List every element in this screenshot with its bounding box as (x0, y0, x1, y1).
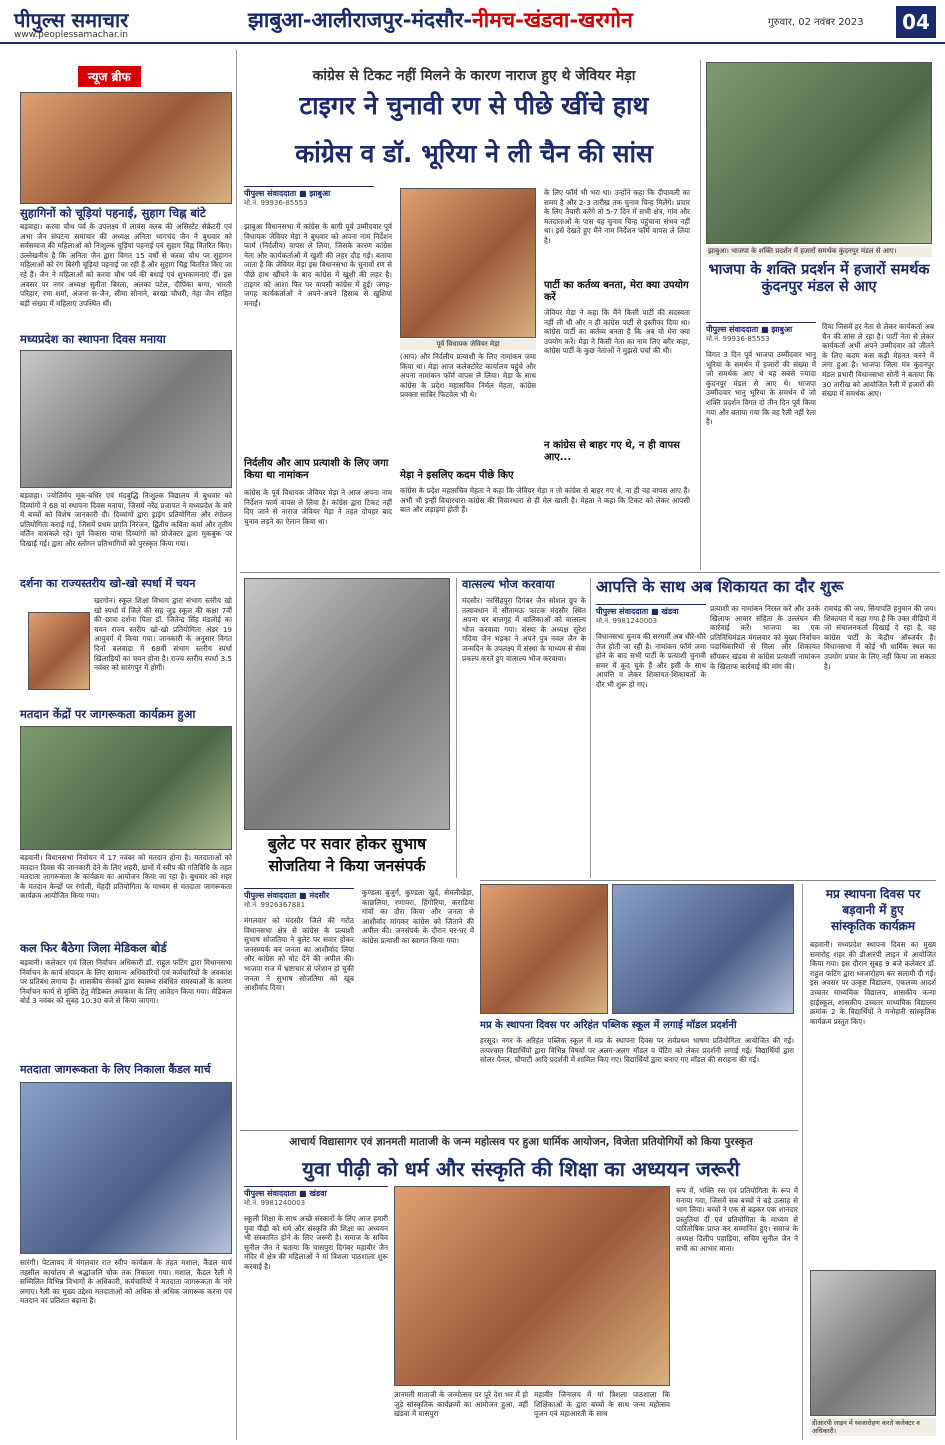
lead-body-col1: झाबुआ विधानसभा में कांग्रेस के बागी पूर्व उम्मीदवार पूर्व विधायक जेवियर मेड़ा ने बुधवार को अपना नाम निर्देशन फार्म (निर्दलीय) वापस ले लिया, जिसके कारण कांग्रेस नेता और कार्यकर्ताओं में खुशी की लहर दौड़ गई। बताया जाता है कि जेवियर मेड़ा इस विधानसभा के चुनावों रण से पीछे हाथ खींचने के बाद कांग्रेस में खुशी की लहर है। टाइगर को आशा फिर पर वापसी कांग्रेस में हुई। जगह-जगह कार्यकर्ताओं ने अपने-अपने हिसाब से खुशियां मनाईं। (244, 222, 392, 308)
school-body: हरसूद। नगर के अरिहंत पब्लिक स्कूल में मप्र के स्थापना दिवस पर सर्वप्रथम भाषण प्रतियोगिता आयोजित की गई। तत्पश्चात विद्यार्थियों द्वारा विभिन्न विषयों पर अलग-अलग मॉडल व पेंटिंग को लेकर प्रदर्शनी लगाई गई। विद्यार्थियों द्वारा सोलर पैनल, चौपाटी आदि प्रदर्शनी में शामिल किए गए। विद्यार्थियों द्वारा बनाए गए मॉडल की सराहना की गई। (480, 1036, 794, 1065)
story-body: बड़वाहा। करवा चौथ पर्व के उपलक्ष्य में लायंस क्लब की असिस्टेंट सेक्रेटरी एवं अभा जैन संघटना समाचार की अध्यक्ष अनिता भागचंद जैन ने बुधवार को सर्वसमाज की महिलाओं को निःशुल्क चूड़ियां पहनाई एवं सुहाग चिह्न वितरित किए। उल्लेखनीय है कि अनिता जैन द्वारा विगत 15 वर्षों से करवा चौथ पर सुहागन महिलाओं को रंग बिरंगी चूड़ियां पहनाई जा रही हैं और सुहाग चिह्न वितरित किए जा रहे हैं। जैन ने महिलाओं को करवा चौथ पर्व की बधाई एवं शुभकामनाएं दीं। इस अवसर पर नगर अध्यक्ष सुनीता बिरला, अलका पटेल, दीपिका बग्गा, भारती परिहार, रमा शर्मा, अंजना स-जैन, सीमा सोनाने, बरखा चौधरी, नेहा जैन सहित बड़ी संख्या में महिलाएं उपस्थित थीं। (20, 222, 232, 308)
bullet-byline (244, 888, 354, 910)
edition-title (248, 6, 633, 34)
complaint-body-col1: विधानसभा चुनाव की सरगर्मी अब धीरे-धीरे तेज होती जा रही है। नामांकन फॉर्म जमा होने के बाद सभी पार्टी के प्रत्याशी चुनावी समर में कूद चुके हैं और इसी के साथ आपत्ति व लेकर शिकायत-शिकायतों के दौर भी शुरू हो गए। (596, 632, 706, 689)
column-divider (802, 884, 803, 1440)
story-body: खरगोन। स्कूल शिक्षा विभाग द्वारा संभाग स्तरीय खो खो स्पर्धा में जिले की सह जुड़ स्कूल की कक्षा 7वीं की छात्रा दर्शना पिता डॉ. जितेन्द्र सिंह मंडलोई का चयन राज्य स्तरीय खो-खो प्रतियोगिता अंडर 19 आयुवर्ग में किया गया। जानकारी के अनुसार विगत दिनों बलवाड़ा में 68वीं संभाग स्तरीय स्पर्धा खिलाड़ियों का चयन होना है। राज्य स्तरीय स्पर्धा 3.5 नवंबर को सारंगपुर में होगी। (94, 596, 232, 673)
column-divider (700, 60, 701, 570)
story-body: बड़वाहा। ज्योतिर्मय मूक-बधिर एवं मंदबुद्धि निःशुल्क विद्यालय में बुधवार को दिव्यांगों ने 68 वां स्थापना दिवस मनाया, जिसमें नरेंद्र प्रजापत ने मध्यप्रदेश के बारे में बच्चों को विशेष जानकारी दी। दिव्यांगों द्वारा ड्राइंग प्रतियोगिता और रंगोलन प्रतियोगिता कराई गई, जिसमें प्रथम प्रगति निरंजन, द्वितीय कविता कर्मा और तृतीय वर्तिन वासकले रहे। पूर्व विकास यात्रा दिव्यांगों को प्रोजेक्टर द्वारा मूकबुक पर दिखाई गई। द्वारा और स्लोगन प्रतिभागियों को पुरस्कृत किया गया। (20, 491, 232, 548)
lead-kicker: कांग्रेस से टिकट नहीं मिलने के कारण नाराज हुए थे जेवियर मेड़ा (312, 68, 636, 84)
bottom-kicker: आचार्य विद्यासागर एवं ज्ञानमती माताजी के जन्म महोत्सव पर हुआ धार्मिक आयोजन, विजेता प्रतियोगियों को किया पुरस्कृत (289, 1136, 753, 1148)
bjp-byline (706, 322, 816, 344)
lead-body-col1b: कांग्रेस के पूर्व विधायक जेवियर मेड़ा ने आज अपना नाम निर्देशन फार्म वापस ले लिया है। कांग्रेस द्वारा टिकट नहीं दिए जाने से नाराज जेवियर मेड़ा ने तहत दोपहर बाद चुनाव लड़ने का ऐलान किया था। (244, 488, 392, 526)
bjp-body-col2: दिया जिसमें हर नेता से लेकर कार्यकर्ता अब चैन की सांस ले रहा है। पार्टी नेता से लेकर कार्यकर्ता अभी अपने उम्मीदवार को जीतने के लिए कदम कस कड़ी मेहनत करने में लगा हुआ है। भाजपा जिला मंत्र कुंदनपुर मंडल प्रभारी विधानसभा सोनी ने बताया कि 30 तारीख को आयोजित रैली में हजारों की संख्या में समर्थक आए। (822, 322, 934, 399)
issue-date: गुरुवार, 02 नवंबर 2023 (768, 17, 864, 28)
vatsalya-headline: वात्सल्य भोज करवाया (462, 577, 555, 591)
lead-subhead: मेड़ा ने इसलिए कदम पीछे किए (400, 470, 514, 481)
mp-day-body: बड़वानी। मध्यप्रदेश स्थापना दिवस का मुख्य समारोह शहर की डीआरपी लाइन में आयोजित किया गया। इस दौरान सुबह 9 बजे कलेक्टर डॉ. राहुल फटिंग द्वारा ध्वजारोहण कर सलामी दी गई। इस अवसर पर उत्कृष्ट विद्यालय, एकलव्य आदर्श उच्चतर माध्यमिक विद्यालय, शासकीय कन्या हाईस्कूल, शासकीय उच्चतर माध्यमिक विद्यालय क्रमांक 2 के विद्यार्थियों ने मनोहारी सांस्कृतिक कार्यक्रम प्रस्तुत किए। (810, 940, 936, 1026)
bottom-photo-caption: ज्ञानमती माताजी के जन्मोत्सव पर पूरे देश भर में हो जुड़े सांस्कृतिक कार्यक्रमों का आयोजन हुआ, वहीं खंडवा में घासपुरा (394, 1390, 528, 1419)
photo-caption: पूर्व विधायक जेवियर मेड़ा (400, 339, 536, 350)
lead-subhead: निर्दलीय और आप प्रत्याशी के लिए जगा किया था नामांकन (244, 458, 389, 481)
section-divider (240, 572, 940, 573)
foundation-day-photo (20, 350, 232, 488)
story-headline: कल फिर बैठेगा जिला मेडिकल बोर्ड (20, 941, 167, 955)
mp-day-headline-line3: सांस्कृतिक कार्यक्रम (830, 919, 916, 933)
vatsalya-body: मंदसौर। नरसिंहपुरा दिगंबर जैन सोशल ग्रुप के तत्वावधान में सीतामऊ फाटक मंदसौर स्थित अपना घर बालगृह में बालिकाओं को वात्सल्य भोज करवाया गया। संस्था के अध्यक्ष सुरेश गदिया जैन भड़का ने अपने पुत्र नवल जैन के जन्मदिन के उपलक्ष्य में संस्था के माध्यम से सेवा प्रकल्प करते हुए वात्सल्य भोज करवाया। (462, 596, 586, 663)
section-divider (240, 1130, 798, 1131)
javier-meda-photo (400, 188, 536, 338)
website-url[interactable]: www.peoplessamachar.in (14, 30, 128, 40)
school-headline: मप्र के स्थापना दिवस पर अरिहंत पब्लिक स्कूल में लगाई मॉडल प्रदर्शनी (480, 1020, 737, 1031)
lead-body-col2: (आप) और निर्दलीय प्रत्याशी के लिए नामांकन जमा किया था। मेड़ा आज कलेक्टोरेट कार्यालय पहुंचे और अपना नामांकन फॉर्म वापस ले लिया। मेड़ा के साथ कांग्रेस के प्रदेश महासचिव निर्मल मेहता, कांग्रेस प्रवक्ता साबिर फिटवेल भी थे। (400, 352, 536, 400)
bottom-headline: युवा पीढ़ी को धर्म और संस्कृति की शिक्षा का अध्ययन जरूरी (302, 1157, 740, 1181)
bullet-headline-line1: बुलेट पर सवार होकर सुभाष (267, 835, 427, 853)
bullet-body-col2: कुण्डला बुजुर्ग, कुण्डला खुर्द, सेमलीखेड़ा, काछलिया, रणायरा, हिंगोरिया, कराडिया गांवों का दौरा किया और जनता से आशीर्वाद मांगकर कांग्रेस को जिताने की अपील की। जनसंपर्क के दौरान घर-घर में कांग्रेस प्रत्याशी का स्वागत किया गया। (362, 888, 474, 945)
story-body: सारंगी। पेटलावद में मंगलवार रात स्वीप कार्यक्रम के तहत मशाल, कैंडल मार्च तहसील कार्यालय से श्रद्धांजलि चौक तक निकाला गया। मशाल, कैंडल रैली में सम्मिलित विभिन्न विभागों के अधिकारी, कर्मचारियों ने मतदाता जागरूकता के नारे लगाए। रैली का मुख्य उद्देश्य मतदाताओं को अधिक से अधिक जागरूक करना एवं मतदान का प्रतिशत बढ़ाना है। (20, 1258, 232, 1306)
byline-mobile: मो.नं. 99936-85553 (706, 335, 770, 343)
complaint-body-col3: रामचंद्र की जय, सियापति हनुमान की जय। शिकायत में कहा गया है कि उक्त वीडियो में जो संचालनकर्ता दिखाई दे रहा है, वह कांग्रेस पार्टी के केंद्रीय ऑब्जर्वर हैं। विधानसभा में कोई भी धार्मिक स्थल का उपयोग प्रचार के लिए नहीं किया जा सकता है। (824, 604, 936, 671)
byline-text: पीपुल्स संवाददाता ■ झाबुआ (244, 189, 331, 198)
bullet-body-col1: मंगलवार को मंदसौर जिले की गरोठ विधानसभा क्षेत्र से कांग्रेस के प्रत्याशी सुभाष सोजतिया ने बुलेट पर सवार होकर जनसम्पर्क कर जनता का आशीर्वाद लिया और कांग्रेस को वोट देने की अपील की। भाजपा राज में भ्रष्टाचार से परेशान हो चुकी जनता ने सुभाष सोजतिया को खूब आशीर्वाद दिया। (244, 916, 354, 993)
lead-byline (244, 186, 374, 208)
jain-program-photo (394, 1186, 670, 1386)
story-headline: मतदाता जागरूकता के लिए निकाला कैंडल मार्च (20, 1063, 211, 1076)
bottom-body-col2: महावीर जिनालय में मां त्रिशला पाठशाला कि शिक्षिकाओं के द्वारा बच्चों के साथ जन्म महोत्सव पूजन एवं महाआरती के साथ (534, 1390, 670, 1419)
byline-mobile: मो.नं. 9981240003 (596, 617, 658, 625)
story-headline: मध्यप्रदेश का स्थापना दिवस मनाया (20, 332, 166, 346)
section-divider (480, 880, 936, 881)
lead-subhead: पार्टी का कर्तव्य बनता, मेरा क्या उपयोग करें (544, 280, 689, 303)
candle-march-photo (20, 1082, 232, 1254)
bangles-photo (20, 92, 232, 204)
edition-title-part2: नीमच-खंडवा-खरगोन (472, 8, 633, 32)
story-body: बड़वानी। विधानसभा निर्वाचन में 17 नवंबर को मतदान होना है। मतदाताओं को मतदान दिवस की जानकारी देने के लिए शहरी, ग्रामों में स्वीप की गतिविधि के तहत मतदाता जागरूकता के कार्यक्रम का आयोजन किया जा रहा है। बुधवार को शहर के मतदान केन्द्रों पर रंगोली, मेंहदी प्रतियोगिता के माध्यम से मतदाता जागरूकता कार्यक्रम आयोजित किया गया। (20, 853, 232, 901)
bjp-rally-photo (706, 62, 932, 244)
photo-caption: डीआरपी लाइन में ध्वजारोहण करते कलेक्टर व अधिकारी। (810, 1418, 936, 1436)
photo-caption: झाबुआ। भाजपा के शक्ति प्रदर्शन में हजारों समर्थक कुंदनपुर मंडल से आए। (706, 246, 932, 257)
byline-mobile: मो.नं. 9926367881 (244, 901, 306, 909)
column-divider (456, 578, 457, 878)
story-body: बड़वानी। कलेक्टर एवं जिला निर्वाचन अधिकारी डॉ. राहुल फटिंग द्वारा विधानसभा निर्वाचन के कार्य संपादन के लिए सामान्य अधिकारियों एवं कर्मचारियों के अवकाश पर प्रतिबंध लगाया है। शासकीय सेवकों द्वारा स्वास्थ्य संबंधित समस्याओं के कारण निर्वाचन कार्य से मुक्ति हेतु मेडिकल अवकाश के लिए आवेदन किया गया। मेडिकल बोर्ड 3 नवंबर को सुबह 10.30 बजे से किया जाएगा। (20, 958, 232, 1006)
byline-mobile: मो.नं. 9981240003 (244, 1199, 306, 1207)
bottom-body-col3: रूप में, भक्ति रस एवं प्रतियोगिता के रूप में मनाया गया, जिसमें सब बच्चों ने बड़े उत्साह से भाग लिया। बच्चों ने एक से बढ़कर एक शानदार प्रस्तुतियां दीं एवं प्रतियोगिता के माध्यम से पारितोषिक प्राप्त कर सम्मानित हुए। समाज के अध्यक्ष दिलीप पहाड़िया, सचिव सुनील जैन ने सभी का आभार माना। (676, 1186, 798, 1253)
story-headline: दर्शना का राज्यस्तरीय खो-खो स्पर्धा में चयन (20, 577, 196, 590)
lead-headline-line1: टाइगर ने चुनावी रण से पीछे खींचे हाथ (299, 91, 649, 120)
bullet-ride-photo (244, 578, 450, 830)
byline-text: पीपुल्स संवाददाता ■ झाबुआ (706, 325, 793, 334)
byline-text: पीपुल्स संवाददाता ■ मंदसौर (244, 891, 330, 900)
column-divider (590, 578, 591, 878)
awareness-photo (20, 726, 232, 850)
model-exhibition-photo (480, 884, 608, 1014)
complaint-body-col2: प्रत्याशी का नामांकन निरस्त करें और उनके खिलाफ आचार संहिता के उल्लंघन की कार्रवाई करें। भाजपा का एक प्रतिनिधिमंडल मंगलवार को मुख्य निर्वाचन पदाधिकारियों से मिला और शिकायत सौंपकर खंडवा से कांग्रेस प्रत्याशी नामांकन के खिलाफ कार्रवाई की मांग की। (710, 604, 820, 671)
complaint-byline (596, 604, 706, 626)
newspaper-brand: पीपुल्स समाचार (14, 8, 129, 32)
bottom-byline (244, 1186, 388, 1208)
byline-mobile: मो.नं. 99936-85553 (244, 199, 308, 207)
mp-day-headline-line1: मप्र स्थापना दिवस पर (825, 887, 921, 901)
byline-text: पीपुल्स संवाददाता ■ खंडवा (244, 1189, 327, 1198)
bjp-body-col1: विगत 3 दिन पूर्व भाजपा उम्मीदवार भानु भूरिया के समर्थन में हजारों की संख्या में जो समर्थक आए थे वह सबसे ज्यादा कुंदनपुर मंडल से आए थे। भाजपा उम्मीदवार भानु भूरिया के समर्थन में जो शक्ति प्रदर्शन विगत दो तीन दिन पूर्व किया गया और बताया गया कि वह रैली नहीं रेला है। (706, 350, 816, 427)
page-number: 04 (896, 6, 936, 38)
bottom-body-col1: स्कूली शिक्षा के साथ अच्छे संस्कारों के लिए आज हमारी युवा पीढ़ी को धर्म और संस्कृति की शिक्षा का अध्ययन भी संस्कारित होने के लिए जरूरी है। समाज के सचिव सुनील जैन ने बताया कि घासपुरा दिगंबर महावीर जैन मंदिर में क्षेत्र की महिलाओं ने मां त्रिशला पाठशाला शुरू करवाई है। (244, 1214, 388, 1271)
lead-body-col2b: कांग्रेस के प्रदेश महासचिव मेहता ने कहा कि जेवियर मेड़ा न तो कांग्रेस से बाहर गए थे, ना ही वह वापस आए हैं। अभी भी इन्हीं विचारधारा कांग्रेस की विचारधारा से ही मेल खाती है। मेहता ने कहा कि टिकट को लेकर आपसी बात और लड़ाइयां होती हैं। (400, 486, 690, 515)
lead-body-col3b: जेवियर मेड़ा ने कहा कि मैंने किसी पार्टी की सदस्यता नहीं ली थी और न ही कांग्रेस पार्टी से इस्तीफा दिया था। कांग्रेस पार्टी का कर्तव्य बनता है कि अब वो मेरा क्या उपयोग करें। मेड़ा ने किसी नेता का नाम लिए बगैर कहा, कांग्रेस पार्टी के कुछ नेताओं ने मुझसे चर्चा की थी। (544, 308, 690, 356)
story-headline: मतदान केंद्रों पर जागरूकता कार्यक्रम हुआ (20, 707, 196, 721)
bjp-headline: भाजपा के शक्ति प्रदर्शन में हजारों समर्थक कुंदनपुर मंडल से आए (708, 262, 930, 295)
news-brief-label: न्यूज ब्रीफ (78, 66, 141, 87)
complaint-headline: आपत्ति के साथ अब शिकायत का दौर शुरू (596, 577, 844, 596)
bullet-headline-line2: सोजतिया ने किया जनसंपर्क (268, 857, 426, 875)
edition-title-part1: झाबुआ-आलीराजपुर-मंदसौर- (248, 8, 473, 32)
mp-day-headline-line2: बड़वानी में हुए (842, 903, 904, 917)
students-photo (612, 884, 794, 1014)
flag-hoisting-photo (810, 1270, 936, 1416)
byline-text: पीपुल्स संवाददाता ■ खंडवा (596, 607, 679, 616)
story-headline: सुहागिनों को चूड़ियां पहनाई, सुहाग चिह्न बांटे (20, 206, 206, 220)
lead-body-col3: के लिए फॉर्म भी भरा था। उन्होंने कहा कि दीपावली का समय है और 2-3 तारीख तक चुनाव चिन्ह मिलेंगे। प्रचार के लिए तैयारी करेंगे तो 5-7 दिन में सभी क्षेत्र, गांव और मतदाताओं के पास यह चुनाव चिन्ह पहुंचाना संभव नहीं था। इसे देखते हुए मैंने नाम निर्देशन फॉर्म वापस ले लिया है। (544, 188, 690, 245)
lead-headline-line2: कांग्रेस व डॉ. भूरिया ने ली चैन की सांस (295, 139, 653, 168)
column-divider (236, 50, 237, 1440)
lead-subhead: न कांग्रेस से बाहर गए थे, न ही वापस आए... (544, 440, 680, 463)
